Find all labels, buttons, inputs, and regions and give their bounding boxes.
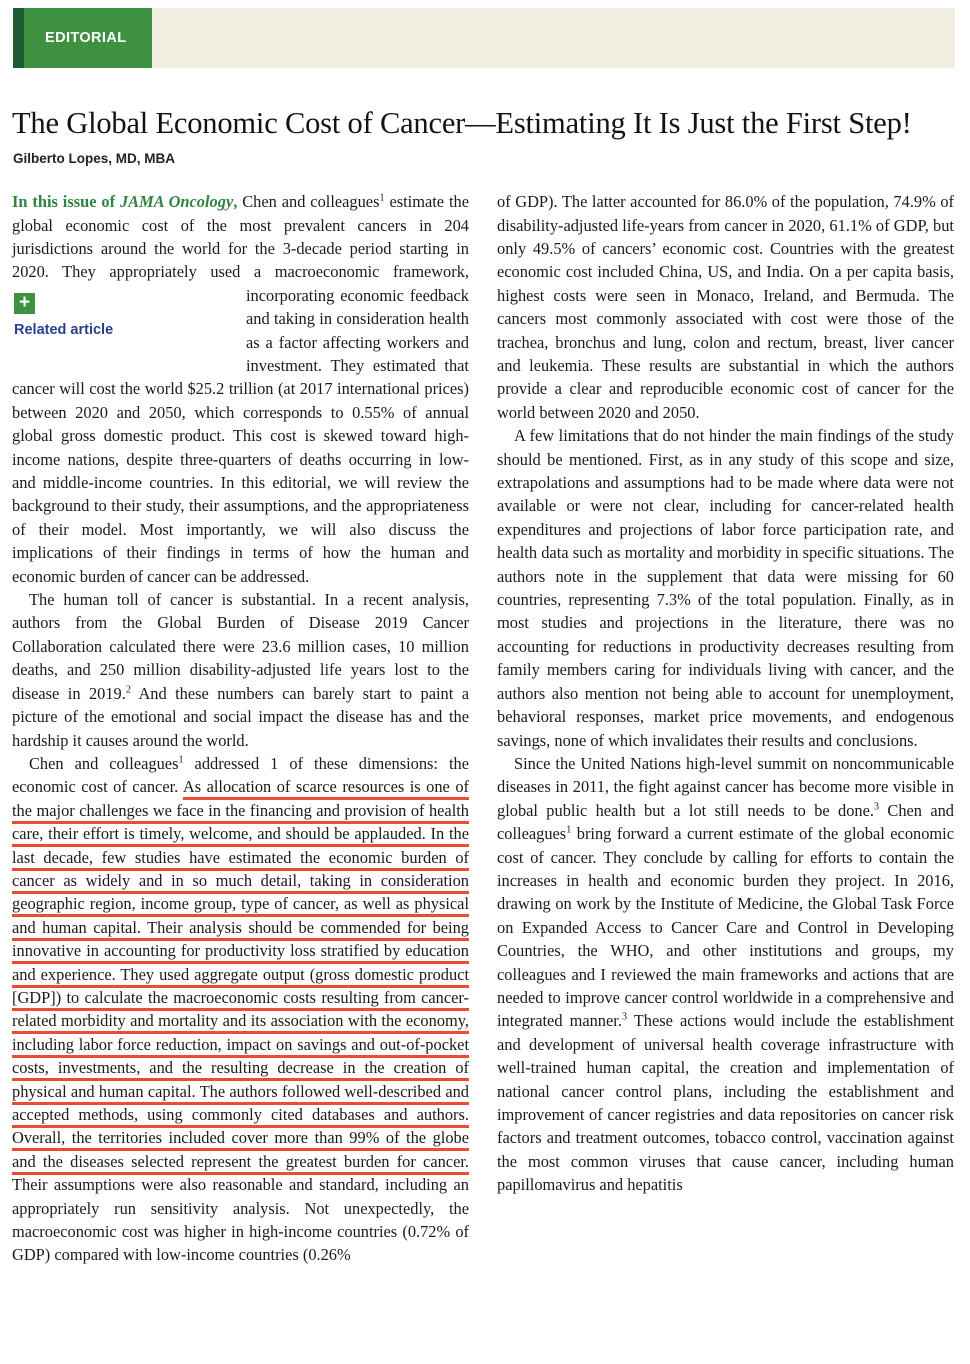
text-segment: framework, incorporating economic feedback and taking in consideration health as a factor affecting workers and investment. They estimated that cancer will cost the world $25.2 trillion (at 2017 international prices) between 2020 and 2050, which corresponds to 0.55% of annual global gross domestic product. This cost is skewed toward high-income nations, despite three-quarters of deaths occurring in low- and middle-income countries. In this editorial, we will review the background to their study, their assumptions, and the appropriateness of their model. Most importantly, we will also discuss the implications of their findings in terms of how the human and economic burden of cancer can be addressed. — [12, 262, 469, 586]
reference-superscript: 2 — [125, 684, 131, 696]
page-title: The Global Economic Cost of Cancer—Estimating It Is Just the First Step! — [12, 106, 912, 140]
reference-superscript: 1 — [379, 192, 385, 204]
text-segment: Chen and colleagues — [29, 753, 179, 773]
text-segment: In this issue of — [12, 192, 120, 212]
related-article-label[interactable]: Related article — [14, 322, 114, 339]
text-segment: addressed 1 of these dimensions: the economic cost of cancer. — [12, 753, 469, 797]
author-byline: Gilberto Lopes, MD, MBA — [13, 151, 175, 167]
reference-superscript: 3 — [621, 1011, 628, 1023]
related-article-link[interactable] — [12, 284, 246, 357]
kicker-dark-edge — [13, 8, 24, 68]
article-body — [12, 190, 955, 1267]
text-segment: Chen and colleagues — [497, 800, 955, 844]
text-segment: JAMA Oncology — [119, 192, 234, 212]
plus-icon[interactable] — [14, 293, 35, 314]
header-cream-bar — [152, 8, 955, 68]
paragraph — [497, 190, 954, 424]
text-segment: Their assumptions were also reasonable and standard, including an appropriately run sensitivity analysis. Not unexpectedly, the macroeconomic cost was higher in high-income countries (0.72% of GDP) compared with low-income countries (0.26% — [12, 1175, 469, 1265]
text-segment: A few limitations that do not hinder the main findings of the study should be mentioned. First, as in any study of this scope and size, extrapolations and assumptions had to be made where data were not available or were not clear, including for cancer-related health expenditures and projections of labor force participation rate, and health data such as mortality and morbidity in specific situations. The authors note in the supplement that data were missing for 60 countries, representing 7.3% of the total population. Finally, as in most studies and projections in the literature, there was no accounting for reductions in productivity decreases resulting from family members caring for individuals living with cancer, and the authors also mention not being able to account for unemployment, behavioral responses, market price movements, and endogenous savings, none of which invalidates their results and conclusions. — [497, 426, 954, 750]
right-column — [497, 190, 954, 1267]
text-segment: As allocation of scarce resources is one of the major challenges we face in the financing and provision of health care, their effort is timely, welcome, and should be applauded. In the last decade, few studies have estimated the economic burden of cancer as widely and in so much detail, taking in consideration geographic region, income group, type of cancer, as well as physical and human capital. Their analysis should be commended for being innovative in accounting for productivity loss stratified by education and experience. They used aggregate output (gross domestic product [GDP]) to calculate the macroeconomic costs resulting from cancer-related morbidity and mortality and its association with the economy, including labor force reduction, impact on savings and out-of-pocket costs, investments, and the resulting decrease in the creation of physical and human capital. The authors followed well-described and accepted methods, using commonly cited databases and authors. Overall, the territories included cover more than 99% of the globe and the diseases selected represent the greatest burden for cancer. — [12, 777, 469, 1171]
left-column — [12, 190, 469, 1267]
text-segment: Since the United Nations high-level summit on noncommunicable diseases in 2011, the fight against cancer has become more visible in global public health but a lot still needs to be done. — [497, 753, 954, 820]
reference-superscript: 3 — [873, 801, 880, 813]
paragraph — [497, 752, 954, 1197]
paragraph — [497, 424, 954, 752]
text-segment: Chen and colleagues — [242, 192, 380, 212]
text-segment: of GDP). The latter accounted for 86.0% of the population, 74.9% of disability-adjusted life-years from cancer in 2020, 61.1% of GDP, but only 49.5% of cancers’ economic cost. Countries with the greatest economic cost included China, US, and India. On a per capita basis, highest costs were seen in Monaco, Ireland, and Bermuda. The cancers most commonly associated with cost were those of the trachea, bronchus and lung, colon and rectum, breast, liver cancer and leukemia. These results are substantial in which the authors provide a clear and reproducible economic cost of cancer for the world between 2020 and 2050. — [497, 192, 954, 422]
paragraph — [12, 752, 469, 1267]
header-band — [13, 8, 955, 68]
text-segment: , — [233, 192, 243, 212]
editorial-page — [0, 8, 970, 1364]
text-segment: estimate the global economic cost of the most prevalent cancers in 204 jurisdictions around the world for the 3-decade period starting in 2020. They appropriately used a macroeconomic — [12, 192, 469, 282]
reference-superscript: 1 — [566, 824, 572, 836]
text-segment: The human toll of cancer is substantial. In a recent analysis, authors from the Global Burden of Disease 2019 Cancer Collaboration calculated there were 23.6 million cases, 10 million deaths, and 250 million disability-adjusted life years lost to the disease in 2019. — [12, 590, 469, 703]
text-segment: And these numbers can barely start to paint a picture of the emotional and social impact the disease has and the hardship it causes around the world. — [12, 683, 470, 750]
reference-superscript: 1 — [178, 754, 184, 766]
paragraph — [12, 190, 469, 588]
text-segment: These actions would include the establishment and development of universal health coverage infrastructure with well-trained human capital, the creation and implementation of national cancer control plans, including the establishment and improvement of cancer registries and data repositories on cancer risk factors and treatment outcomes, tobacco control, vaccination against the most common viruses that cause cancer, including human papillomavirus and hepatitis — [497, 1011, 954, 1195]
paragraph — [12, 588, 469, 752]
kicker-label: EDITORIAL — [45, 30, 127, 46]
text-segment: bring forward a current estimate of the global economic cost of cancer. They conclude by calling for efforts to contain the increases in health and economic burden they project. In 2016, drawing on work by the Institute of Medicine, the Global Task Force on Expanded Access to Cancer Care and Control in Developing Countries, the WHO, and other institutions and groups, my colleagues and I reviewed the main frameworks and actions that are needed to improve cancer control worldwide in a comprehensive and integrated manner. — [497, 824, 954, 1031]
kicker-badge — [24, 8, 152, 68]
